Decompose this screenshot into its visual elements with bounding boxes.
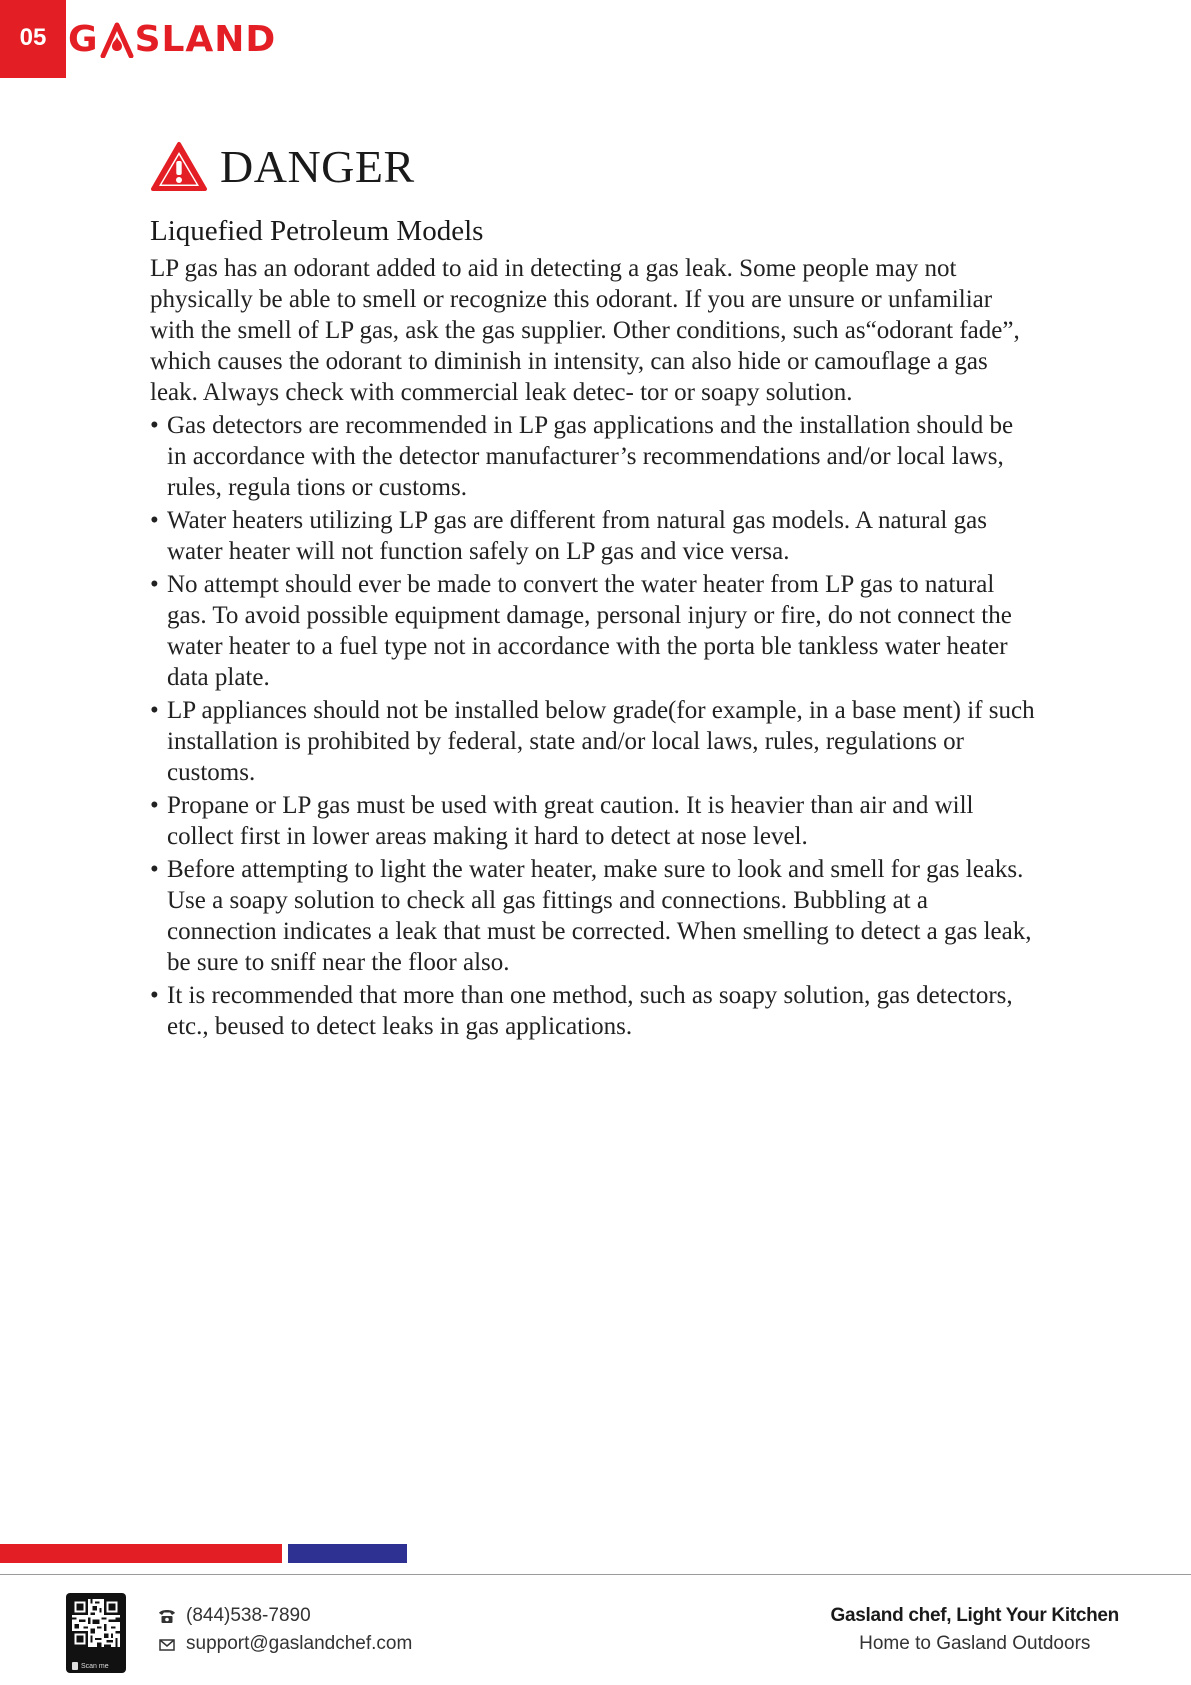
main-content xyxy=(150,135,1035,1044)
phone-scan-icon xyxy=(72,1662,78,1670)
slogan-sub: Home to Gasland Outdoors xyxy=(859,1633,1091,1654)
warning-triangle-icon xyxy=(150,141,208,193)
phone-icon xyxy=(158,1608,176,1624)
bullet-text: No attempt should ever be made to convert the water heater from LP gas to natural gas. To avoid possible equipment damage, personal injury or fire, do not connect the water heater to a fuel type not in accordance with the porta ble tankless water heater data plate. xyxy=(167,570,1012,691)
qr-code-icon xyxy=(72,1599,120,1647)
bullet-item xyxy=(150,980,1035,1042)
logo-suffix: SLAND xyxy=(134,19,277,60)
bullet-text: Before attempting to light the water heater, make sure to look and smell for gas leaks. Use a soapy solution to check all gas fittings and connections. Bubbling at a connection indicates a leak that must be corrected. When smelling to detect a gas leak, be sure to sniff near the floor also. xyxy=(167,855,1032,976)
logo-prefix: G xyxy=(68,19,99,60)
danger-title: DANGER xyxy=(220,141,415,192)
bullet-item xyxy=(150,505,1035,567)
bullet-marker: • xyxy=(150,791,159,819)
page-number-badge xyxy=(0,0,66,78)
bullet-item xyxy=(150,695,1035,788)
footer-stripe-red xyxy=(0,1544,282,1563)
contact-email-row xyxy=(158,1630,412,1658)
danger-heading xyxy=(150,135,1035,199)
bullet-text: Propane or LP gas must be used with great caution. It is heavier than air and will collect first in lower areas making it hard to detect at nose level. xyxy=(167,791,974,850)
section-title: Liquefied Petroleum Models xyxy=(150,215,484,247)
bullet-marker: • xyxy=(150,981,159,1009)
contact-info xyxy=(158,1602,412,1658)
footer-slogan xyxy=(831,1602,1119,1658)
slogan-main: Gasland chef, Light Your Kitchen xyxy=(830,1605,1119,1626)
bullet-marker: • xyxy=(150,855,159,883)
gasland-logo xyxy=(68,19,277,60)
bullet-marker: • xyxy=(150,570,159,598)
page-number: 05 xyxy=(19,24,47,51)
footer-divider xyxy=(0,1574,1191,1575)
qr-caption xyxy=(72,1662,120,1670)
qr-code[interactable] xyxy=(66,1593,126,1673)
bullet-marker: • xyxy=(150,696,159,724)
bullet-list xyxy=(150,410,1035,1042)
email-address[interactable]: support@gaslandchef.com xyxy=(186,1633,413,1654)
mail-icon xyxy=(158,1636,176,1652)
bullet-text: Gas detectors are recommended in LP gas applications and the installation should be in accordance with the detector manufacturer’s recommendations and/or local laws, rules, regula tions or customs. xyxy=(167,411,1014,501)
bullet-marker: • xyxy=(150,506,159,534)
bullet-marker: • xyxy=(150,411,159,439)
flame-icon xyxy=(100,22,134,58)
contact-phone-row xyxy=(158,1602,412,1630)
bullet-item xyxy=(150,790,1035,852)
bullet-text: It is recommended that more than one method, such as soapy solution, gas detectors, etc., beused to detect leaks in gas applications. xyxy=(167,981,1013,1040)
bullet-item xyxy=(150,854,1035,978)
bullet-text: LP appliances should not be installed below grade(for example, in a base ment) if such installation is prohibited by federal, state and/or local laws, rules, regulations or customs. xyxy=(167,696,1035,786)
bullet-item xyxy=(150,569,1035,693)
footer-stripe-blue xyxy=(288,1544,407,1563)
phone-number[interactable]: (844)538-7890 xyxy=(186,1605,311,1626)
qr-caption-text: Scan me xyxy=(81,1662,109,1670)
bullet-text: Water heaters utilizing LP gas are different from natural gas models. A natural gas water heater will not function safely on LP gas and vice versa. xyxy=(167,506,987,565)
bullet-item xyxy=(150,410,1035,503)
intro-paragraph: LP gas has an odorant added to aid in detecting a gas leak. Some people may not physically be able to smell or recognize this odorant. If you are unsure or unfamiliar with the smell of LP gas, ask the gas supplier. Other conditions, such as“odorant fade”, which causes the odorant to diminish in intensity, can also hide or camouflage a gas leak. Always check with commercial leak detec- tor or soapy solution. xyxy=(150,254,1020,406)
